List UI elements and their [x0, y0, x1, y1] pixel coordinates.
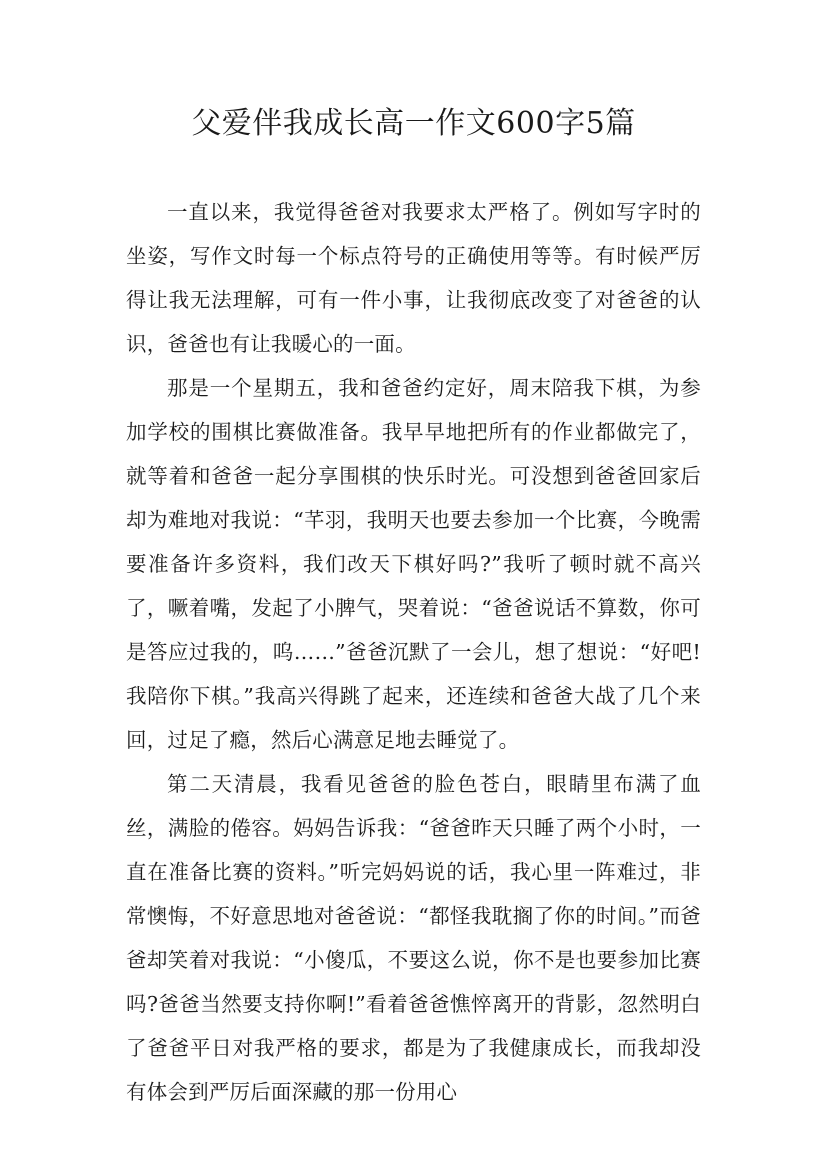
- document-body: [126, 190, 701, 1114]
- paragraph-2: 那是一个星期五，我和爸爸约定好，周末陪我下棋，为参加学校的围棋比赛做准备。我早早地把所有的作业都做完了，就等着和爸爸一起分享围棋的快乐时光。可没想到爸爸回家后却为难地对我说：“芊羽，我明天也要去参加一个比赛，今晚需要准备许多资料，我们改天下棋好吗?”我听了顿时就不高兴了，噘着嘴，发起了小脾气，哭着说：“爸爸说话不算数，你可是答应过我的，呜……”爸爸沉默了一会儿，想了想说：“好吧!我陪你下棋。”我高兴得跳了起来，还连续和爸爸大战了几个来回，过足了瘾，然后心满意足地去睡觉了。: [126, 376, 701, 752]
- paragraph-1: 一直以来，我觉得爸爸对我要求太严格了。例如写字时的坐姿，写作文时每一个标点符号的正确使用等等。有时候严厉得让我无法理解，可有一件小事，让我彻底改变了对爸爸的认识，爸爸也有让我暖心的一面。: [126, 200, 701, 356]
- document-title: 父爱伴我成长高一作文600字5篇: [191, 106, 636, 141]
- paragraph-3: 第二天清晨，我看见爸爸的脸色苍白，眼睛里布满了血丝，满脸的倦容。妈妈告诉我：“爸爸昨天只睡了两个小时，一直在准备比赛的资料。”听完妈妈说的话，我心里一阵难过，非常懊悔，不好意思地对爸爸说：“都怪我耽搁了你的时间。”而爸爸却笑着对我说：“小傻瓜，不要这么说，你不是也要参加比赛吗?爸爸当然要支持你啊!”看着爸爸憔悴离开的背影，忽然明白了爸爸平日对我严格的要求，都是为了我健康成长，而我却没有体会到严厉后面深藏的那一份用心: [126, 772, 701, 1104]
